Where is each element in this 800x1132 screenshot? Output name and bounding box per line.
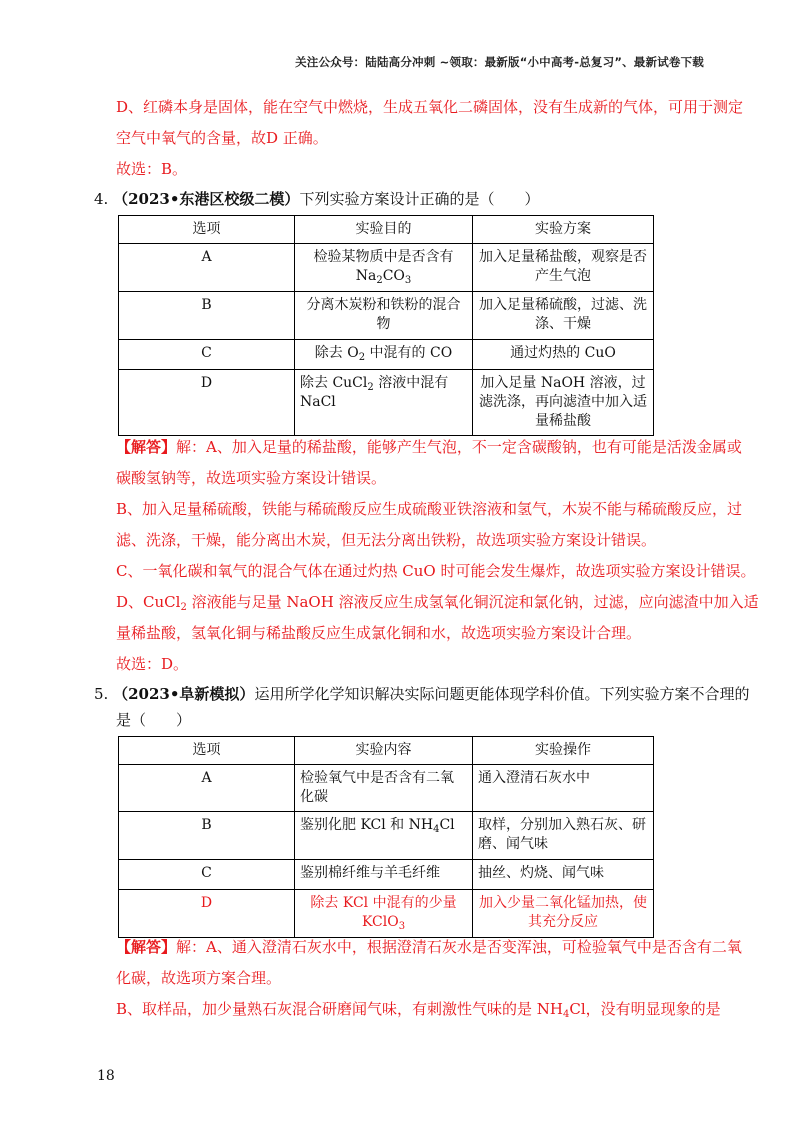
table-row: [119, 765, 654, 812]
content-cell: 鉴别棉纤维与羊毛纤维: [295, 860, 473, 890]
answer-4-line5: C、一氧化碳和氧气的混合气体在通过灼热 CuO 时可能会发生爆炸，故选项实验方案设计错误。: [116, 562, 756, 580]
question-5-table: [118, 736, 654, 938]
answer-4-choice: 故选：D。: [116, 655, 189, 673]
table-header-row: [119, 737, 654, 765]
question-text: 运用所学化学知识解决实际问题更能体现学科价值。下列实验方案不合理的: [254, 685, 750, 703]
table-header-cell: 实验目的: [295, 216, 473, 244]
goal-cell: 除去 CuCl$_2$ 溶液中混有 NaCl: [295, 370, 473, 436]
plan-cell: 加入足量稀盐酸，观察是否产生气泡: [473, 244, 654, 292]
table-header-cell: 实验方案: [473, 216, 654, 244]
answer-4-line3: B、加入足量稀硫酸，铁能与稀硫酸反应生成硫酸亚铁溶液和氢气，木炭不能与稀硫酸反应，过: [116, 500, 743, 518]
question-number: 5.: [94, 685, 109, 703]
answer-5-line1: 【解答】解：A、通入澄清石灰水中，根据澄清石灰水是否变浑浊，可检验氧气中是否含有二氧: [116, 938, 742, 956]
table-header-row: [119, 216, 654, 244]
content-cell: 除去 KCl 中混有的少量 KClO$_3$: [295, 890, 473, 938]
table-header-cell: 选项: [119, 737, 295, 765]
operation-cell: 抽丝、灼烧、闻气味: [473, 860, 654, 890]
table-header-cell: 选项: [119, 216, 295, 244]
table-row: [119, 370, 654, 436]
operation-cell: 加入少量二氧化锰加热，使其充分反应: [473, 890, 654, 938]
table-row: [119, 244, 654, 292]
option-cell: D: [119, 370, 295, 436]
answer-4-line2: 碳酸氢钠等，故选项实验方案设计错误。: [116, 469, 387, 487]
answer-5-line2: 化碳，故选项方案合理。: [116, 969, 282, 987]
option-cell: B: [119, 292, 295, 340]
table-header-cell: 实验操作: [473, 737, 654, 765]
table-row-correct: [119, 890, 654, 938]
content-cell: 鉴别化肥 KCl 和 $NH_4Cl$: [295, 812, 473, 860]
option-cell: B: [119, 812, 295, 860]
question-4-stem: [94, 189, 539, 209]
answer-4-line6: D、CuCl$_2$ 溶液能与足量 NaOH 溶液反应生成氢氧化铜沉淀和氯化钠，过滤，应向滤渣中加入适: [116, 593, 759, 613]
option-cell: A: [119, 244, 295, 292]
table-header-cell: 实验内容: [295, 737, 473, 765]
page-number: 18: [97, 1068, 115, 1084]
goal-cell: 检验某物质中是否含有 $Na_2CO_3$: [295, 244, 473, 292]
answer-4-line1: 【解答】解：A、加入足量的稀盐酸，能够产生气泡，不一定含碳酸钠，也有可能是活泼金属或: [116, 438, 742, 456]
prev-answer-d-line2: 空气中氧气的含量，故D 正确。: [116, 129, 328, 147]
table-row: [119, 812, 654, 860]
option-cell: C: [119, 340, 295, 370]
table-row: [119, 340, 654, 370]
question-4-table: [118, 215, 654, 436]
goal-cell: 除去 $O_2$ 中混有的 CO: [295, 340, 473, 370]
page-header: 关注公众号：陆陆高分冲刺 ~领取：最新版“小中高考-总复习”、最新试卷下载: [295, 55, 704, 69]
question-source: （2023•阜新模拟）: [113, 685, 255, 703]
table-row: [119, 292, 654, 340]
question-text: 下列实验方案设计正确的是（ ）: [299, 190, 540, 208]
answer-5-line3: B、取样品，加少量熟石灰混合研磨闻气味，有刺激性气味的是 $NH_4Cl$，没有明显现象的是: [116, 1000, 721, 1020]
table-row: [119, 860, 654, 890]
prev-answer-choice: 故选：B。: [116, 160, 188, 178]
option-cell: C: [119, 860, 295, 890]
plan-cell: 通过灼热的 CuO: [473, 340, 654, 370]
answer-4-line7: 量稀盐酸，氢氧化铜与稀盐酸反应生成氯化铜和水，故选项实验方案设计合理。: [116, 624, 642, 642]
content-cell: 检验氧气中是否含有二氧化碳: [295, 765, 473, 812]
option-cell: A: [119, 765, 295, 812]
question-5-stem: [94, 684, 749, 704]
answer-4-line4: 滤、洗涤，干燥，能分离出木炭，但无法分离出铁粉，故选项实验方案设计错误。: [116, 531, 657, 549]
plan-cell: 加入足量稀硫酸，过滤、洗涤、干燥: [473, 292, 654, 340]
prev-answer-d-line1: D、红磷本身是固体，能在空气中燃烧，生成五氧化二磷固体，没有生成新的气体，可用于测定: [116, 98, 744, 116]
question-source: （2023•东港区校级二模）: [113, 190, 300, 208]
plan-cell: 加入足量 NaOH 溶液，过滤洗涤，再向滤渣中加入适量稀盐酸: [473, 370, 654, 436]
operation-cell: 通入澄清石灰水中: [473, 765, 654, 812]
question-number: 4.: [94, 190, 109, 208]
operation-cell: 取样，分别加入熟石灰、研磨、闻气味: [473, 812, 654, 860]
goal-cell: 分离木炭粉和铁粉的混合物: [295, 292, 473, 340]
option-cell: D: [119, 890, 295, 938]
question-5-stem-cont: 是（ ）: [116, 711, 192, 729]
